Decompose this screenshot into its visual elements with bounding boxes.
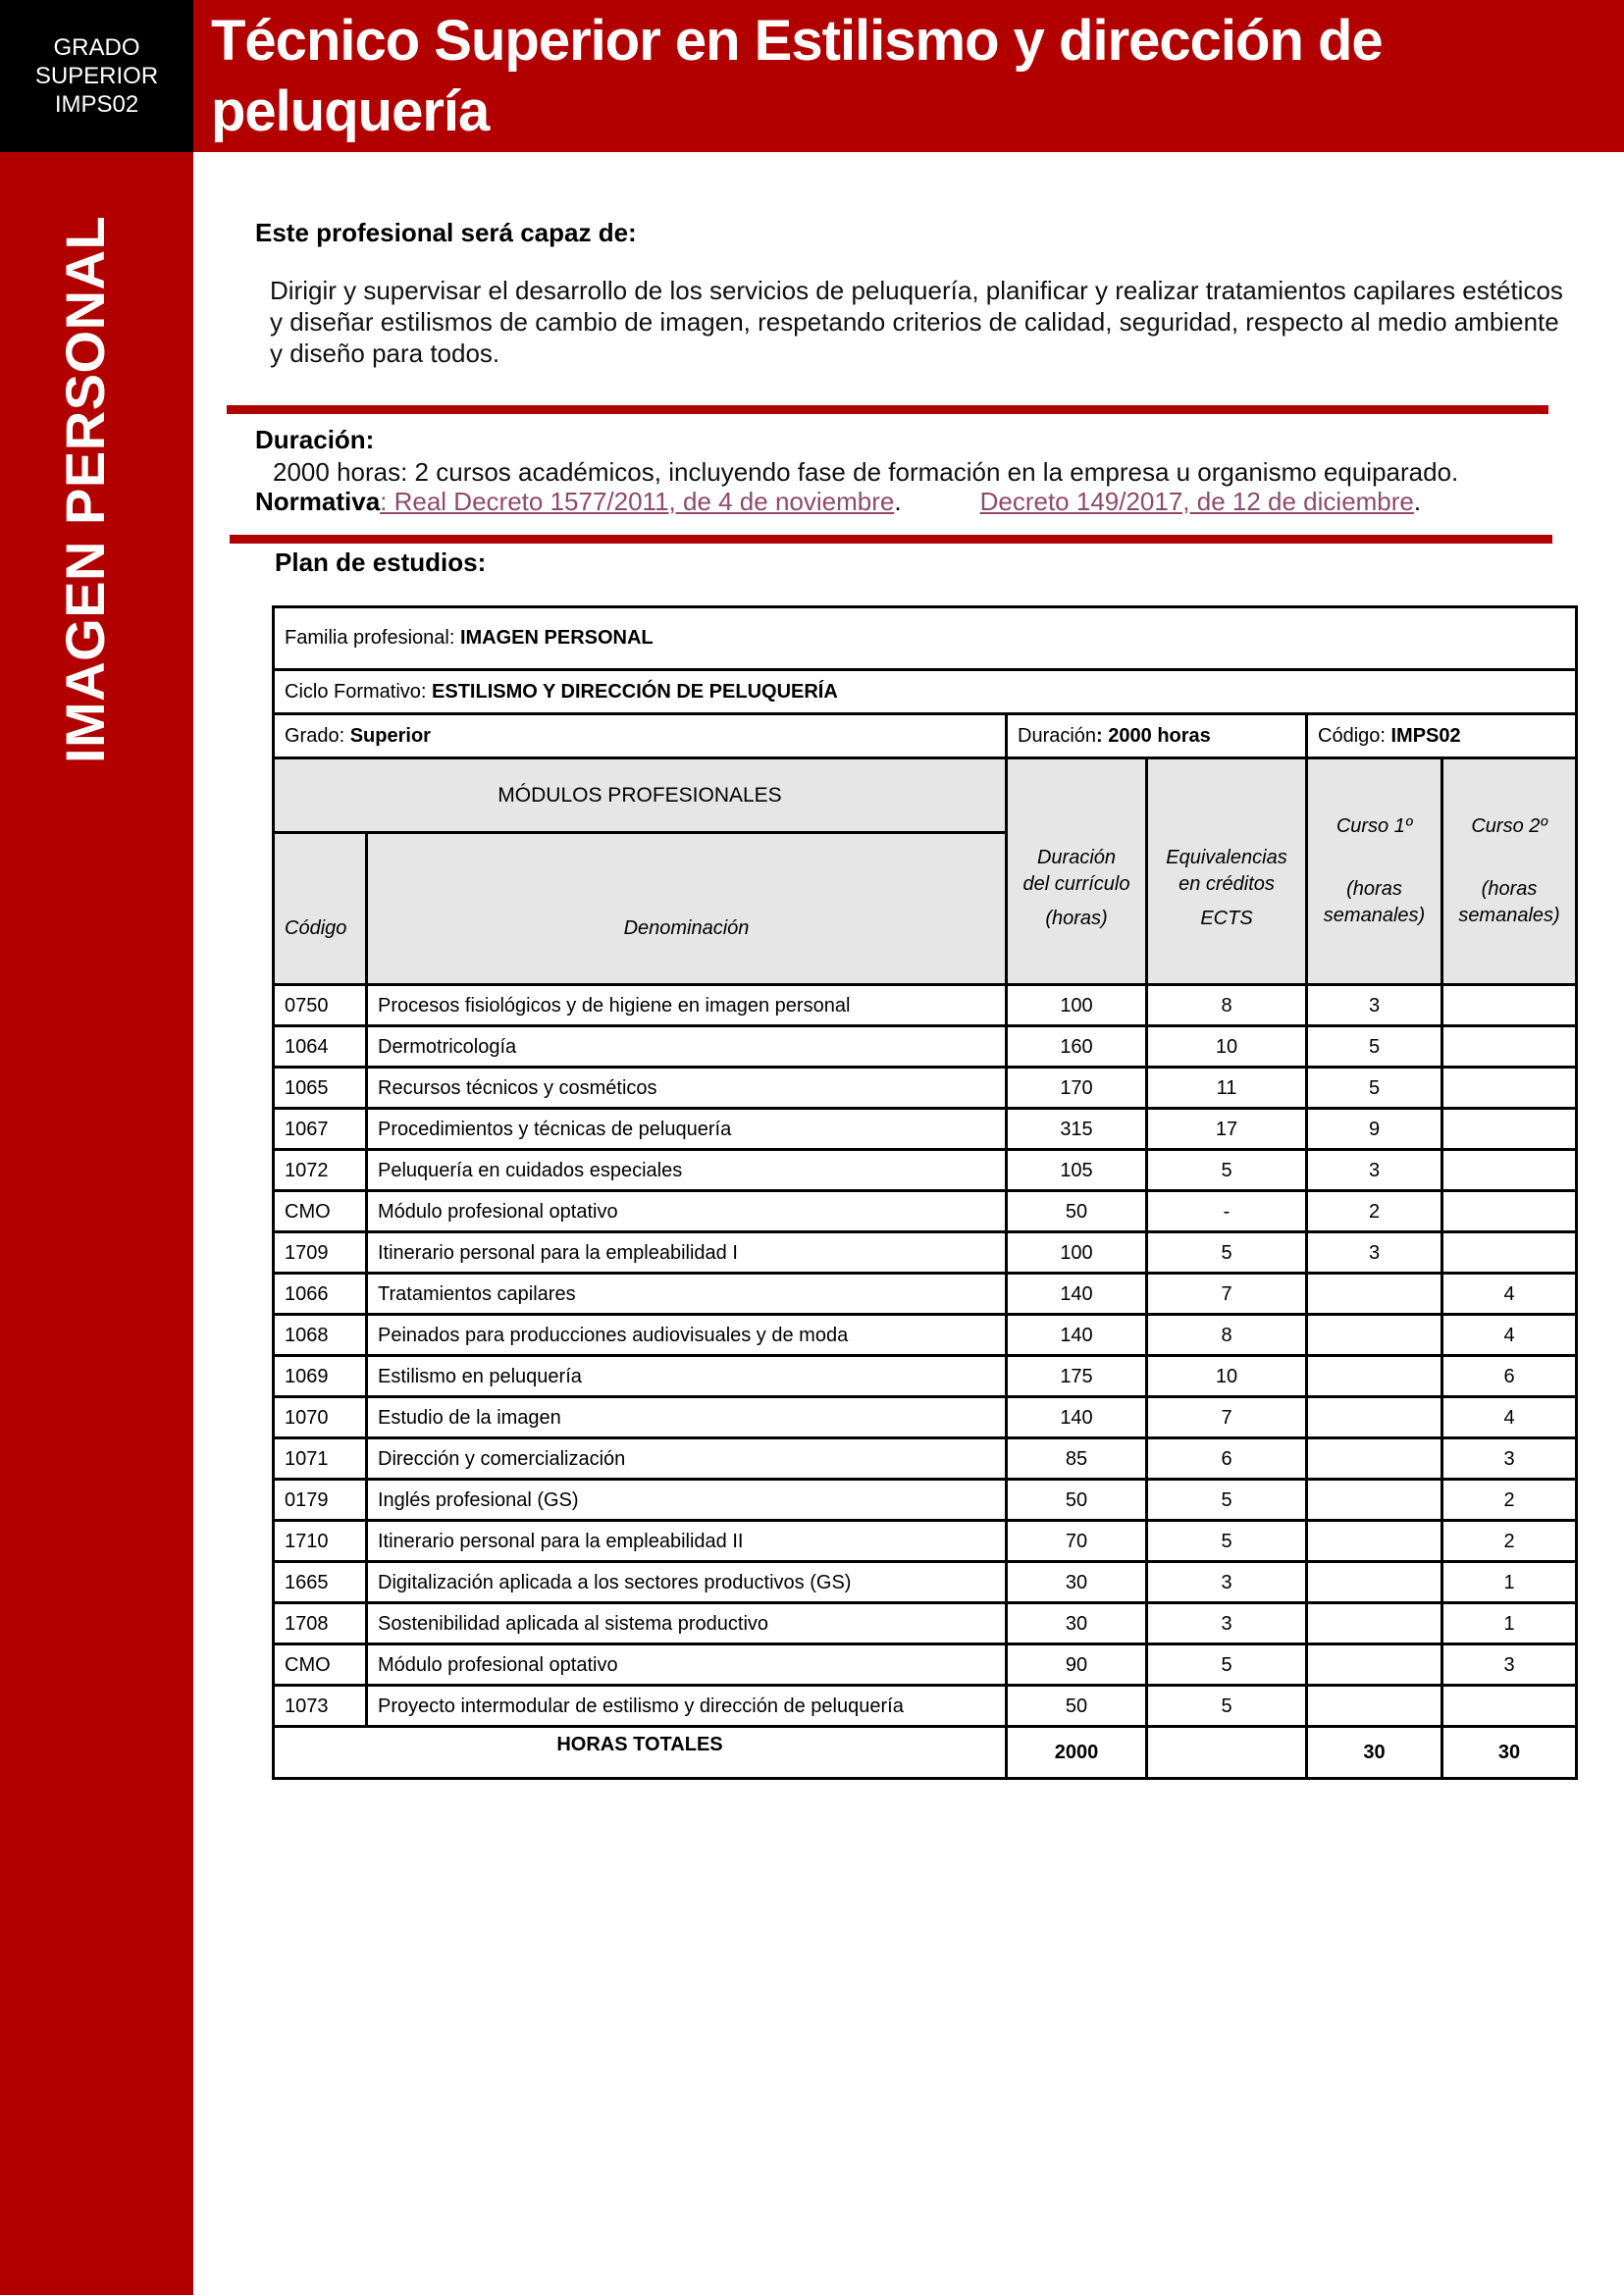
cell-c2 [1442, 1191, 1577, 1232]
cell-ects: 3 [1147, 1562, 1307, 1603]
plan-heading: Plan de estudios: [275, 548, 487, 577]
ciclo-cell [274, 670, 1577, 714]
table-row [274, 1315, 1577, 1356]
cell-nombre: Itinerario personal para la empleabilidad II [367, 1521, 1007, 1562]
cell-nombre: Procesos fisiológicos y de higiene en imagen personal [367, 985, 1007, 1026]
cell-c1: 5 [1307, 1068, 1442, 1109]
cell-c2 [1442, 1109, 1577, 1150]
cell-nombre: Recursos técnicos y cosméticos [367, 1068, 1007, 1109]
family-vertical-label: IMAGEN PERSONAL [54, 215, 116, 763]
profile-heading: Este profesional será capaz de: [255, 218, 637, 247]
col-ects-l3: ECTS [1200, 907, 1253, 929]
cell-codigo: 1709 [274, 1232, 367, 1274]
cell-c1 [1307, 1356, 1442, 1397]
cell-codigo: 0179 [274, 1480, 367, 1521]
cell-nombre: Peluquería en cuidados especiales [367, 1150, 1007, 1191]
punct: . [1413, 487, 1422, 516]
cell-c2: 3 [1442, 1644, 1577, 1686]
cell-codigo: CMO [274, 1644, 367, 1686]
cell-horas: 170 [1007, 1068, 1147, 1109]
cell-horas: 160 [1007, 1026, 1147, 1068]
cell-horas: 315 [1007, 1109, 1147, 1150]
cell-c2 [1442, 985, 1577, 1026]
cell-codigo: 1073 [274, 1686, 367, 1727]
grado-value: Superior [349, 724, 431, 747]
col-ects [1147, 758, 1307, 985]
cell-c1 [1307, 1480, 1442, 1521]
table-row [274, 1068, 1577, 1109]
cell-c2: 6 [1442, 1356, 1577, 1397]
col-curso1-l2: (horas [1346, 878, 1402, 900]
punct: . [894, 487, 902, 516]
study-plan-table [272, 605, 1578, 1780]
cell-c1: 9 [1307, 1109, 1442, 1150]
cell-c2: 3 [1442, 1438, 1577, 1480]
cell-horas: 50 [1007, 1480, 1147, 1521]
cell-c1: 5 [1307, 1026, 1442, 1068]
totals-row [274, 1727, 1577, 1779]
cell-codigo: CMO [274, 1191, 367, 1232]
cell-c1 [1307, 1438, 1442, 1480]
cell-horas: 105 [1007, 1150, 1147, 1191]
ciclo-value: ESTILISMO Y DIRECCIÓN DE PELUQUERÍA [432, 680, 838, 703]
totals-c2: 30 [1442, 1727, 1577, 1779]
cell-c1 [1307, 1603, 1442, 1644]
table-row [274, 1438, 1577, 1480]
cell-codigo: 1072 [274, 1150, 367, 1191]
cell-nombre: Estilismo en peluquería [367, 1356, 1007, 1397]
cell-c2: 2 [1442, 1480, 1577, 1521]
grade-line-3: IMPS02 [54, 91, 139, 118]
cell-codigo: 1067 [274, 1109, 367, 1150]
codigo-value: IMPS02 [1390, 724, 1461, 747]
title-bar [193, 0, 1624, 152]
cell-nombre: Sostenibilidad aplicada al sistema productivo [367, 1603, 1007, 1644]
cell-c1 [1307, 1686, 1442, 1727]
col-curso1-l1: Curso 1º [1336, 815, 1413, 837]
cell-c1 [1307, 1562, 1442, 1603]
cell-codigo: 1665 [274, 1562, 367, 1603]
grado-label: Grado: [285, 724, 350, 747]
table-row [274, 1480, 1577, 1521]
cell-ects: 8 [1147, 1315, 1307, 1356]
link-real-decreto[interactable]: : Real Decreto 1577/2011, de 4 de noviembre [380, 487, 895, 516]
codigo-cell [1307, 714, 1577, 758]
duracion-label: Duración [1018, 724, 1097, 747]
cell-ects: 10 [1147, 1026, 1307, 1068]
cell-horas: 140 [1007, 1274, 1147, 1315]
familia-value: IMAGEN PERSONAL [459, 627, 654, 649]
col-curso2 [1442, 758, 1577, 985]
cell-ects: 10 [1147, 1356, 1307, 1397]
cell-c2 [1442, 1068, 1577, 1109]
cell-c1: 2 [1307, 1191, 1442, 1232]
col-denominacion: Denominación [367, 833, 1007, 985]
col-duracion-l2: del currículo [1022, 872, 1130, 895]
cell-codigo: 1068 [274, 1315, 367, 1356]
table-row [274, 1562, 1577, 1603]
cell-ects: 7 [1147, 1274, 1307, 1315]
cell-ects: 11 [1147, 1068, 1307, 1109]
table-row [274, 1603, 1577, 1644]
col-curso2-l1: Curso 2º [1471, 815, 1547, 837]
familia-cell [274, 607, 1577, 670]
cell-nombre: Digitalización aplicada a los sectores productivos (GS) [367, 1562, 1007, 1603]
cell-codigo: 1071 [274, 1438, 367, 1480]
cell-ects: 8 [1147, 985, 1307, 1026]
cell-ects: 7 [1147, 1397, 1307, 1438]
cell-nombre: Dirección y comercialización [367, 1438, 1007, 1480]
cell-codigo: 0750 [274, 985, 367, 1026]
col-codigo: Código [274, 833, 367, 985]
cell-c2: 1 [1442, 1562, 1577, 1603]
cell-nombre: Proyecto intermodular de estilismo y dirección de peluquería [367, 1686, 1007, 1727]
totals-horas: 2000 [1007, 1727, 1147, 1779]
cell-codigo: 1708 [274, 1603, 367, 1644]
profile-description: Dirigir y supervisar el desarrollo de los servicios de peluquería, planificar y realizar tratamientos capilares estéticos y diseñar estilismos de cambio de imagen, respetando criterios de calidad, seguridad, respecto al medio ambiente y diseño para todos. [270, 276, 1563, 368]
col-curso2-l3: semanales) [1458, 905, 1560, 926]
table-row [274, 1397, 1577, 1438]
table-row [274, 1109, 1577, 1150]
cell-nombre: Módulo profesional optativo [367, 1191, 1007, 1232]
cell-horas: 90 [1007, 1644, 1147, 1686]
table-row [274, 1026, 1577, 1068]
col-curso2-l2: (horas [1481, 878, 1538, 900]
cell-ects: 5 [1147, 1232, 1307, 1274]
cell-c2: 4 [1442, 1315, 1577, 1356]
cell-codigo: 1065 [274, 1068, 367, 1109]
grado-cell [274, 714, 1007, 758]
cell-c2 [1442, 1026, 1577, 1068]
cell-horas: 70 [1007, 1521, 1147, 1562]
table-row [274, 1521, 1577, 1562]
cell-c2: 1 [1442, 1603, 1577, 1644]
col-curso1-l3: semanales) [1323, 905, 1426, 926]
cell-codigo: 1064 [274, 1026, 367, 1068]
cell-horas: 30 [1007, 1603, 1147, 1644]
grade-line-2: SUPERIOR [34, 63, 159, 89]
col-duracion-l1: Duración [1036, 846, 1117, 868]
table-row [274, 1686, 1577, 1727]
cell-ects: 5 [1147, 1521, 1307, 1562]
page-title: Técnico Superior en Estilismo y dirección de peluquería [211, 9, 1383, 143]
cell-codigo: 1066 [274, 1274, 367, 1315]
cell-horas: 140 [1007, 1397, 1147, 1438]
col-duracion [1007, 758, 1147, 985]
cell-c2: 4 [1442, 1397, 1577, 1438]
grade-badge [0, 0, 193, 152]
cell-nombre: Tratamientos capilares [367, 1274, 1007, 1315]
cell-c1: 3 [1307, 1150, 1442, 1191]
grade-line-1: GRADO [53, 34, 140, 61]
totals-ects [1147, 1727, 1307, 1779]
duracion-value: : 2000 horas [1096, 724, 1211, 747]
cell-c2 [1442, 1686, 1577, 1727]
cell-c1: 3 [1307, 1232, 1442, 1274]
duracion-cell [1007, 714, 1307, 758]
cell-c1 [1307, 1274, 1442, 1315]
cell-c1 [1307, 1315, 1442, 1356]
cell-horas: 175 [1007, 1356, 1147, 1397]
cell-horas: 140 [1007, 1315, 1147, 1356]
sidebar [0, 152, 193, 2295]
cell-ects: 3 [1147, 1603, 1307, 1644]
cell-nombre: Módulo profesional optativo [367, 1644, 1007, 1686]
familia-label: Familia profesional: [285, 627, 460, 649]
cell-c1 [1307, 1397, 1442, 1438]
cell-codigo: 1070 [274, 1397, 367, 1438]
cell-nombre: Estudio de la imagen [367, 1397, 1007, 1438]
cell-horas: 100 [1007, 1232, 1147, 1274]
ciclo-label: Ciclo Formativo: [285, 680, 433, 703]
cell-ects: 17 [1147, 1109, 1307, 1150]
cell-ects: 5 [1147, 1686, 1307, 1727]
cell-codigo: 1069 [274, 1356, 367, 1397]
col-curso1 [1307, 758, 1442, 985]
cell-nombre: Peinados para producciones audiovisuales y de moda [367, 1315, 1007, 1356]
cell-horas: 100 [1007, 985, 1147, 1026]
divider [227, 405, 1548, 414]
cell-c1 [1307, 1521, 1442, 1562]
cell-nombre: Procedimientos y técnicas de peluquería [367, 1109, 1007, 1150]
cell-nombre: Inglés profesional (GS) [367, 1480, 1007, 1521]
codigo-label: Código: [1318, 724, 1391, 747]
duration-heading: Duración: [255, 425, 375, 454]
table-row [274, 985, 1577, 1026]
totals-label: HORAS TOTALES [274, 1727, 1007, 1779]
totals-c1: 30 [1307, 1727, 1442, 1779]
modulos-title: MÓDULOS PROFESIONALES [274, 758, 1007, 833]
link-decreto-149[interactable]: Decreto 149/2017, de 12 de diciembre [979, 487, 1414, 516]
duration-text: 2000 horas: 2 cursos académicos, incluyendo fase de formación en la empresa u organismo equiparado. [273, 457, 1459, 487]
table-row [274, 1644, 1577, 1686]
cell-nombre: Dermotricología [367, 1026, 1007, 1068]
col-duracion-l3: (horas) [1045, 907, 1108, 929]
cell-c2 [1442, 1232, 1577, 1274]
cell-horas: 50 [1007, 1686, 1147, 1727]
cell-nombre: Itinerario personal para la empleabilidad I [367, 1232, 1007, 1274]
cell-c2: 2 [1442, 1521, 1577, 1562]
normativa [255, 487, 1421, 517]
cell-ects: 5 [1147, 1150, 1307, 1191]
cell-codigo: 1710 [274, 1521, 367, 1562]
cell-ects: - [1147, 1191, 1307, 1232]
cell-horas: 50 [1007, 1191, 1147, 1232]
divider [230, 535, 1552, 544]
normativa-label: Normativa [255, 487, 381, 516]
table-row [274, 1232, 1577, 1274]
col-ects-l1: Equivalencias [1166, 846, 1287, 868]
cell-ects: 5 [1147, 1644, 1307, 1686]
cell-ects: 6 [1147, 1438, 1307, 1480]
cell-ects: 5 [1147, 1480, 1307, 1521]
table-row [274, 1191, 1577, 1232]
cell-c1: 3 [1307, 985, 1442, 1026]
cell-c2 [1442, 1150, 1577, 1191]
table-row [274, 1356, 1577, 1397]
cell-horas: 30 [1007, 1562, 1147, 1603]
table-row [274, 1274, 1577, 1315]
cell-c2: 4 [1442, 1274, 1577, 1315]
table-row [274, 1150, 1577, 1191]
col-ects-l2: en créditos [1179, 872, 1275, 895]
cell-c1 [1307, 1644, 1442, 1686]
cell-horas: 85 [1007, 1438, 1147, 1480]
